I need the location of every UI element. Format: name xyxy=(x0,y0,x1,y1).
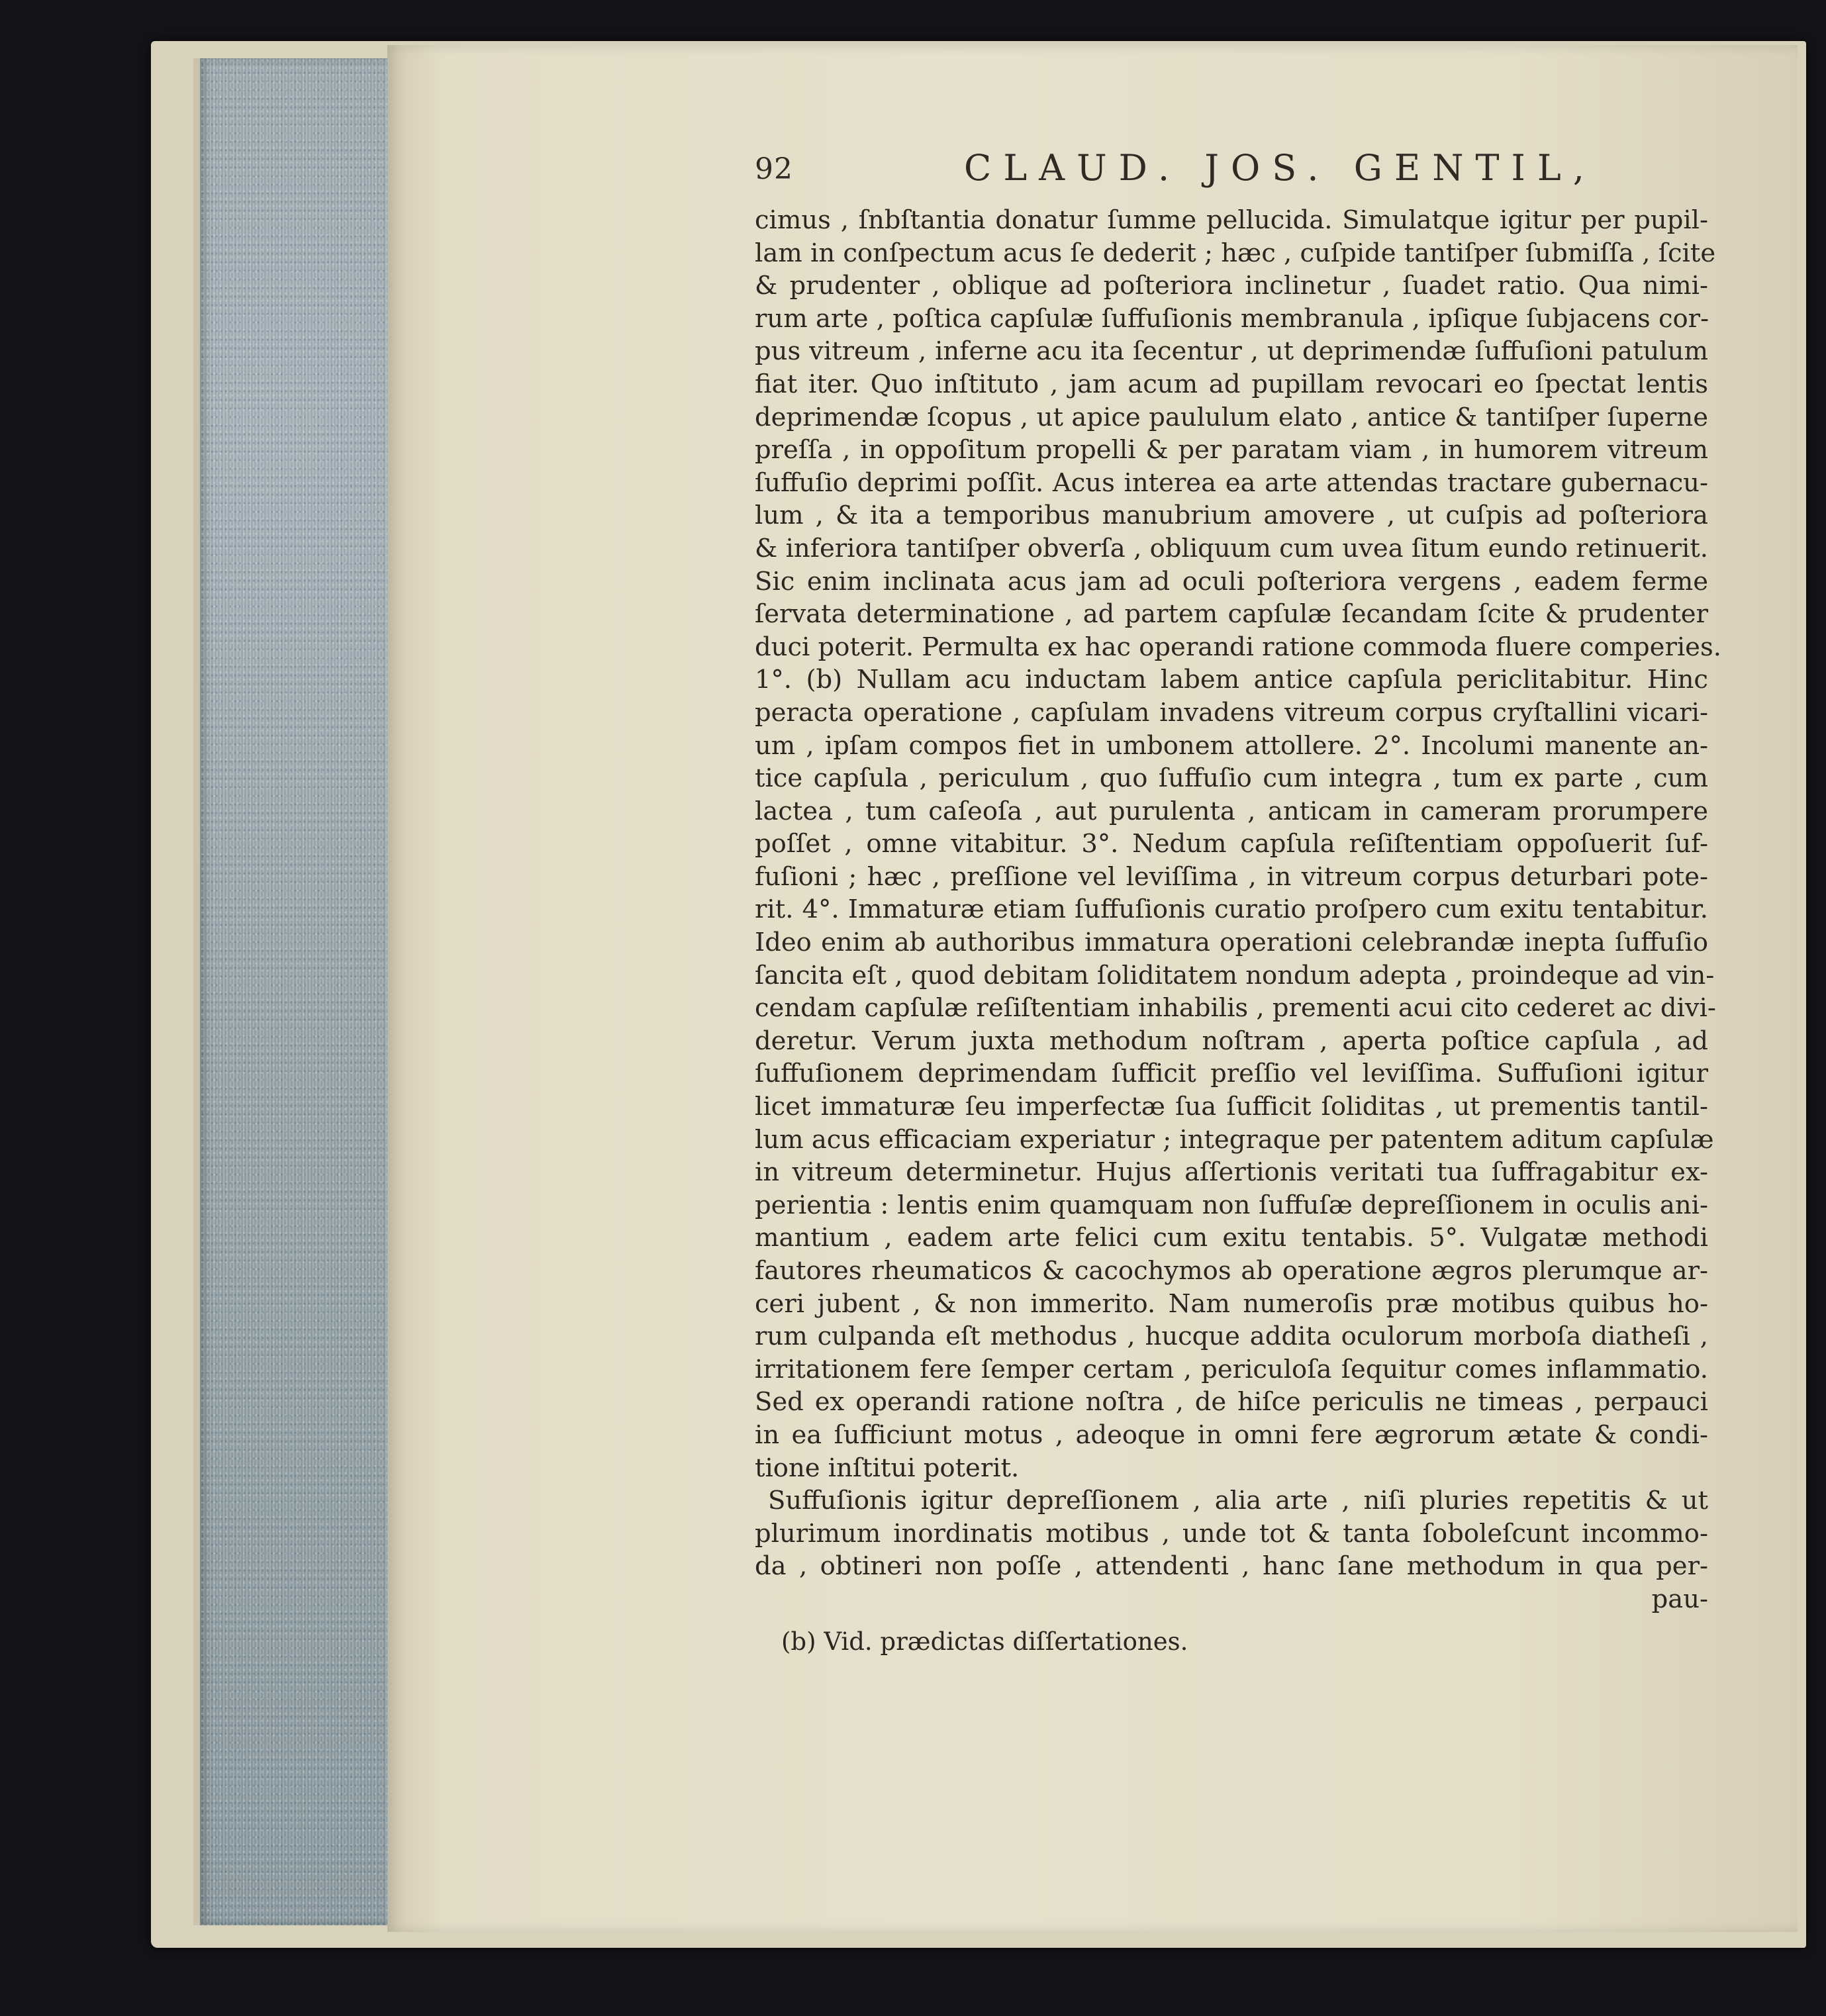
text-line: duci poterit. Permulta ex hac operandi ratione commoda fluere comperies. xyxy=(755,632,1721,662)
text-line: lum , & ita a temporibus manubrium amovere , ut cuſpis ad poſteriora xyxy=(755,501,1708,531)
text-line: in ea ſufficiunt motus , adeoque in omni fere ægrorum ætate & condi- xyxy=(755,1419,1708,1450)
text-line: cimus , ſnbſtantia donatur ſumme pellucida. Simulatque igitur per pupil- xyxy=(755,205,1708,235)
text-line: lum acus efficaciam experiatur ; integraque per patentem aditum capſulæ xyxy=(755,1124,1714,1155)
text-line: perientia : lentis enim quamquam non ſuffuſæ depreſſionem in oculis ani- xyxy=(755,1190,1708,1220)
page-number: 92 xyxy=(755,152,793,186)
text-line: poſſet , omne vitabitur. 3°. Nedum capſula reſiſtentiam oppoſuerit ſuf- xyxy=(755,829,1708,859)
text-line: & prudenter , oblique ad poſteriora inclinetur , ſuadet ratio. Qua nimi- xyxy=(755,271,1708,301)
text-line: 1°. (b) Nullam acu inductam labem antice capſula periclitabitur. Hinc xyxy=(755,665,1708,695)
text-line: lactea , tum caſeoſa , aut purulenta , anticam in cameram prorumpere xyxy=(755,796,1708,826)
text-line: tice capſula , periculum , quo ſuffuſio cum integra , tum ex parte , cum xyxy=(755,763,1708,794)
text-line: ſervata determinatione , ad partem capſulæ ſecandam ſcite & prudenter xyxy=(755,599,1708,630)
text-line: cendam capſulæ reſiſtentiam inhabilis , prementi acui cito cederet ac divi- xyxy=(755,993,1716,1024)
text-line: in vitreum determinetur. Hujus aſſertionis veritati tua ſuffragabitur ex- xyxy=(755,1157,1708,1188)
catchword: pau- xyxy=(1651,1584,1708,1614)
text-line: ſancita eſt , quod debitam ſoliditatem nondum adepta , proindeque ad vin- xyxy=(755,960,1715,990)
running-head xyxy=(755,147,1748,193)
body-text xyxy=(755,204,1721,1616)
text-line: & inferiora tantiſper obverſa , obliquum cum uvea ſitum eundo retinuerit. xyxy=(755,533,1708,563)
text-line: lam in conſpectum acus ſe dederit ; hæc , cuſpide tantiſper ſubmiſſa , ſcite xyxy=(755,238,1716,268)
text-line: peracta operatione , capſulam invadens vitreum corpus cryſtallini vicari- xyxy=(755,697,1708,728)
text-line: rum culpanda eſt methodus , hucque addita oculorum morboſa diatheſi , xyxy=(755,1321,1708,1352)
text-line: ceri jubent , & non immerito. Nam numeroſis præ motibus quibus ho- xyxy=(755,1288,1708,1319)
footnote: (b) Vid. prædictas diſſertationes. xyxy=(781,1627,1188,1656)
text-line: preſſa , in oppoſitum propelli & per paratam viam , in humorem vitreum xyxy=(755,435,1708,465)
text-line: da , obtineri non poſſe , attendenti , hanc ſane methodum in qua per- xyxy=(755,1551,1708,1582)
text-line: pus vitreum , inferne acu ita ſecentur , ut deprimendæ ſuffuſioni patulum xyxy=(755,336,1708,367)
text-line: Sed ex operandi ratione noſtra , de hiſce periculis ne timeas , perpauci xyxy=(755,1387,1708,1417)
text-line: rum arte , poſtica capſulæ ſuffuſionis membranula , ipſique ſubjacens cor- xyxy=(755,303,1709,334)
text-line: fuſioni ; hæc , preſſione vel leviſſima , in vitreum corpus deturbari pote- xyxy=(755,861,1708,892)
text-line: irritationem fere ſemper certam , periculoſa ſequitur comes inflammatio. xyxy=(755,1354,1708,1384)
text-line: fiat iter. Quo inſtituto , jam acum ad pupillam revocari eo ſpectat lentis xyxy=(755,369,1708,399)
text-line: Ideo enim ab authoribus immatura operationi celebrandæ inepta ſuffuſio xyxy=(755,928,1708,958)
text-line: fautores rheumaticos & cacochymos ab operatione ægros plerumque ar- xyxy=(755,1256,1708,1286)
text-line: ſuffuſionem deprimendam ſufficit preſſio vel leviſſima. Suffuſioni igitur xyxy=(755,1059,1708,1089)
text-line: licet immaturæ ſeu imperfectæ ſua ſufficit ſoliditas , ut prementis tantil- xyxy=(755,1092,1708,1122)
text-line: rit. 4°. Immaturæ etiam ſuffuſionis curatio proſpero cum exitu tentabitur. xyxy=(755,894,1708,925)
text-line: ſuffuſio deprimi poſſit. Acus interea ea arte attendas tractare gubernacu- xyxy=(755,467,1708,498)
page-edges xyxy=(193,58,396,1925)
running-head-title: CLAUD. JOS. GENTIL, xyxy=(964,147,1596,189)
text-line: tione inſtitui poterit. xyxy=(755,1453,1020,1483)
text-line: deretur. Verum juxta methodum noſtram , aperta poſtice capſula , ad xyxy=(755,1026,1708,1056)
text-line: mantium , eadem arte felici cum exitu tentabis. 5°. Vulgatæ methodi xyxy=(755,1223,1708,1253)
text-line: Suffuſionis igitur depreſſionem , alia arte , niſi pluries repetitis & ut xyxy=(768,1486,1708,1516)
text-line: plurimum inordinatis motibus , unde tot & tanta ſobоleſcunt incommo- xyxy=(755,1518,1708,1549)
text-line: um , ipſam compos fiet in umbonem attollere. 2°. Incolumi manente an- xyxy=(755,730,1708,761)
text-line: Sic enim inclinata acus jam ad oculi poſteriora vergens , eadem ferme xyxy=(755,566,1708,597)
text-line: deprimendæ ſcopus , ut apice paululum elato , antice & tantiſper ſuperne xyxy=(755,402,1708,432)
